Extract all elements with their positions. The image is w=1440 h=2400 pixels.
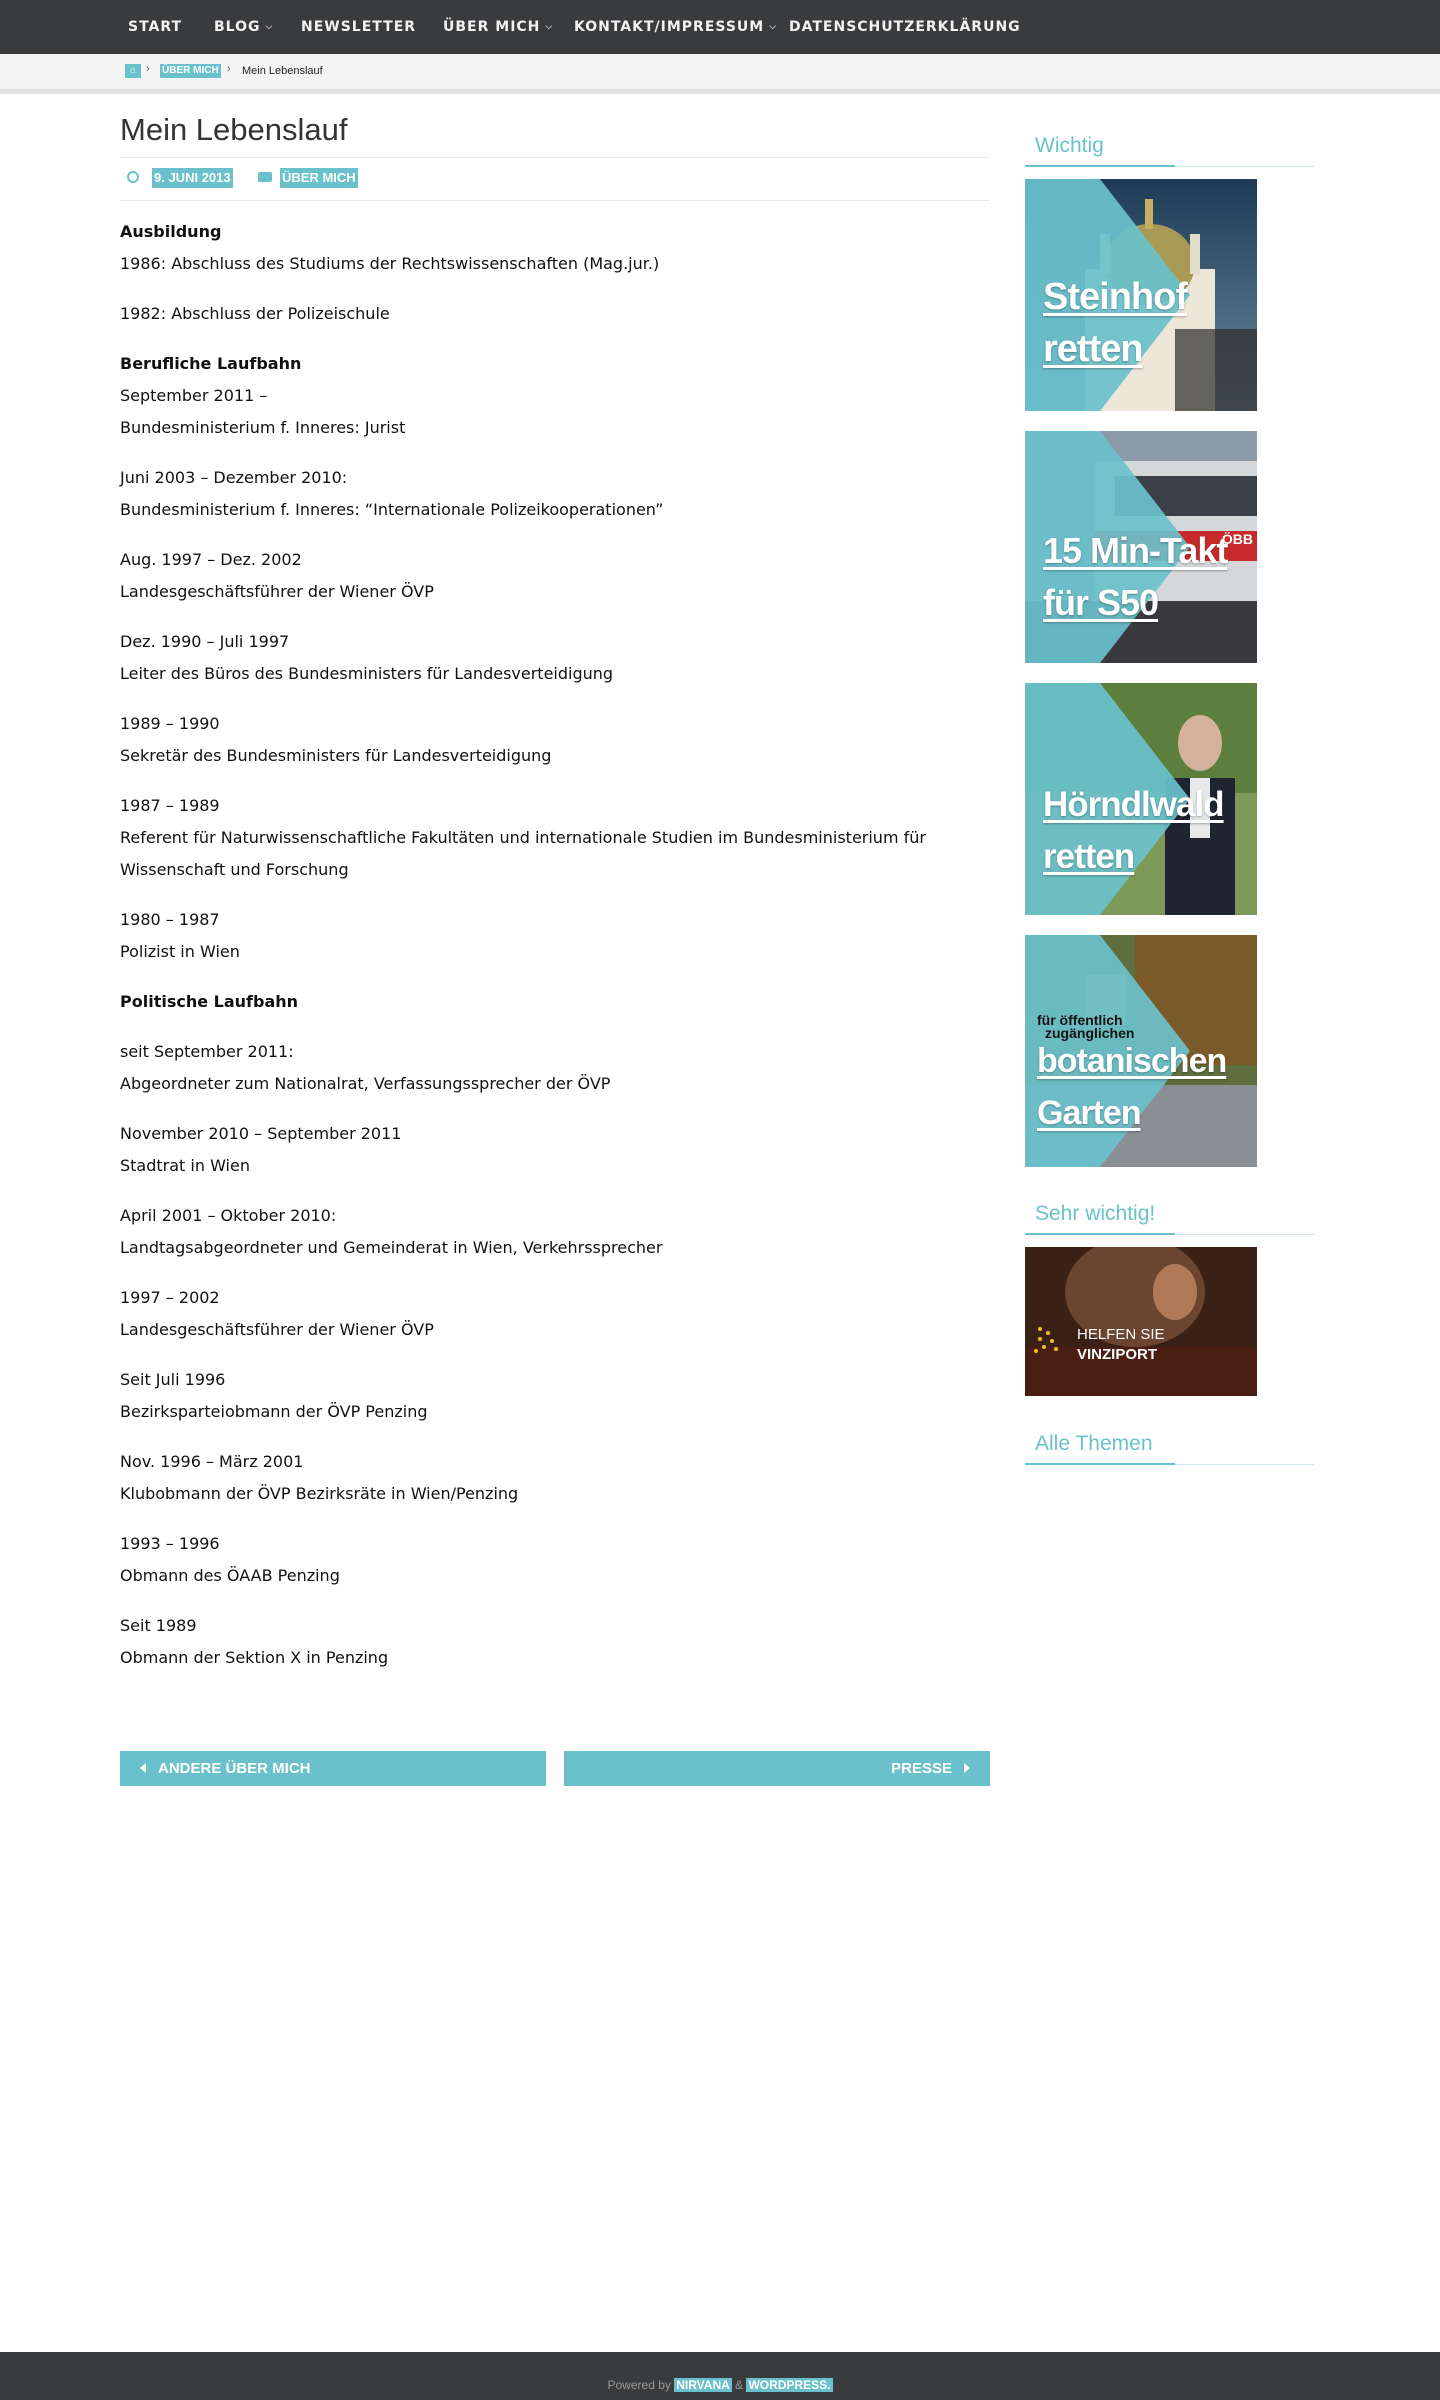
chevron-right-icon: › [146, 63, 150, 75]
next-post-button[interactable] [564, 1751, 990, 1786]
footer-ampersand: & [735, 2378, 744, 2392]
folder-icon [258, 172, 272, 182]
text-line: Obmann der Sektion X in Penzing [120, 1648, 389, 1667]
text-line: Sekretär des Bundesministers für Landesverteidigung [120, 746, 552, 765]
banner-small-text: für öffentlich [1037, 1012, 1123, 1028]
section-heading: Ausbildung [120, 222, 222, 241]
widget-title-text: Sehr wichtig! [1035, 1202, 1156, 1225]
text-line: Landtagsabgeordneter und Gemeinderat in Wien, Verkehrssprecher [120, 1238, 663, 1257]
banner-botanischer-garten[interactable] [1025, 935, 1257, 1167]
banner-small-text: zugänglichen [1045, 1025, 1135, 1041]
nav-label: KONTAKT/IMPRESSUM [574, 19, 765, 35]
nav-item-kontakt[interactable] [574, 0, 777, 54]
next-post-label: PRESSE [891, 1760, 952, 1777]
chevron-right-icon: › [227, 63, 231, 75]
vinzi-text-2: VINZIPORT [1077, 1346, 1158, 1363]
chevron-down-icon: ⌵ [545, 22, 554, 32]
text-line: Bundesministerium f. Inneres: “Internationale Polizeikooperationen” [120, 500, 664, 519]
text-line: Bundesministerium f. Inneres: Jurist [120, 418, 406, 437]
nav-item-datenschutz[interactable] [789, 0, 1021, 54]
banner-text [1037, 1035, 1226, 1087]
banner-text-line: Garten [1037, 1094, 1141, 1132]
text-line: April 2001 – Oktober 2010: [120, 1206, 337, 1225]
text-line: 1982: Abschluss der Polizeischule [120, 304, 390, 323]
footer-powered-text: Powered by [607, 2378, 671, 2392]
breadcrumb [0, 54, 1440, 94]
text-line: 1997 – 2002 [120, 1288, 220, 1307]
page-title: Mein Lebenslauf [120, 112, 348, 147]
nav-label: NEWSLETTER [301, 19, 417, 35]
home-icon[interactable]: ⌂ [125, 64, 141, 78]
text-line: seit September 2011: [120, 1042, 294, 1061]
text-line: 1980 – 1987 [120, 910, 220, 929]
banner-text-line: retten [1043, 328, 1143, 370]
banner-vinziport[interactable] [1025, 1247, 1257, 1396]
widget-title-alle-themen [1025, 1426, 1315, 1465]
text-line: Bezirksparteiobmann der ÖVP Penzing [120, 1402, 428, 1421]
footer-wordpress-link[interactable]: WORDPRESS. [748, 2378, 831, 2392]
section-heading: Berufliche Laufbahn [120, 354, 302, 373]
post-meta [120, 157, 990, 201]
text-line: Referent für Naturwissenschaftliche Fakultäten und internationale Studien im Bundesministerium für Wissenschaft und Forschung [120, 828, 926, 879]
banner-s50[interactable] [1025, 431, 1257, 663]
chevron-down-icon: ⌵ [265, 22, 274, 32]
footer-credits [0, 2378, 1440, 2392]
footer-nirvana-link[interactable]: NIRVANA [676, 2378, 730, 2392]
previous-post-button[interactable] [120, 1751, 546, 1786]
text-line: Dez. 1990 – Juli 1997 [120, 632, 290, 651]
top-navigation [0, 0, 1440, 54]
banner-text-line: botanischen [1037, 1042, 1227, 1080]
text-line: September 2011 – [120, 386, 268, 405]
breadcrumb-link-parent[interactable]: ÜBER MICH [162, 65, 219, 76]
nav-item-blog[interactable] [214, 0, 273, 54]
post-content [120, 216, 990, 1692]
breadcrumb-current: Mein Lebenslauf [242, 65, 323, 77]
widget-title-text: Wichtig [1035, 134, 1104, 157]
nav-item-start[interactable] [128, 0, 182, 54]
previous-post-label: ANDERE ÜBER MICH [158, 1760, 311, 1777]
nav-label: DATENSCHUTZERKLÄRUNG [789, 19, 1021, 35]
banner-hoerndlwald[interactable] [1025, 683, 1257, 915]
post-date-link[interactable]: 9. JUNI 2013 [152, 168, 233, 188]
text-line: Landesgeschäftsführer der Wiener ÖVP [120, 1320, 434, 1339]
widget-title-sehr-wichtig [1025, 1196, 1315, 1235]
text-line: Klubobmann der ÖVP Bezirksräte in Wien/Penzing [120, 1484, 519, 1503]
text-line: Aug. 1997 – Dez. 2002 [120, 550, 302, 569]
banner-text [1043, 779, 1224, 831]
nav-item-ueber-mich[interactable] [443, 0, 553, 54]
chevron-down-icon: ⌵ [769, 22, 778, 32]
text-line: Leiter des Büros des Bundesministers für Landesverteidigung [120, 664, 614, 683]
text-line: 1993 – 1996 [120, 1534, 220, 1553]
text-line: 1989 – 1990 [120, 714, 220, 733]
widget-title-wichtig [1025, 128, 1315, 167]
post-category-link[interactable]: ÜBER MICH [280, 168, 358, 188]
caret-left-icon [140, 1763, 146, 1773]
text-line: Juni 2003 – Dezember 2010: [120, 468, 348, 487]
banner-steinhof[interactable] [1025, 179, 1257, 411]
text-line: Nov. 1996 – März 2001 [120, 1452, 304, 1471]
banner-text [1043, 323, 1143, 375]
banner-text [1043, 525, 1227, 577]
section-heading: Politische Laufbahn [120, 992, 299, 1011]
nav-item-newsletter[interactable] [301, 0, 416, 54]
banner-text-line: Hörndlwald [1043, 785, 1224, 824]
banner-text-line: für S50 [1043, 582, 1159, 623]
text-line: Abgeordneter zum Nationalrat, Verfassungssprecher der ÖVP [120, 1074, 611, 1093]
banner-text [1043, 271, 1187, 323]
text-line: Obmann des ÖAAB Penzing [120, 1566, 340, 1585]
banner-text-line: Steinhof [1043, 276, 1187, 318]
vinzi-text-1: HELFEN SIE [1077, 1326, 1165, 1343]
vinziport-image [1025, 1247, 1257, 1396]
text-line: Seit 1989 [120, 1616, 197, 1635]
nav-label: BLOG [214, 19, 261, 35]
nav-label: ÜBER MICH [443, 19, 541, 35]
banner-text [1037, 1087, 1141, 1139]
caret-right-icon [964, 1763, 970, 1773]
text-line: Stadtrat in Wien [120, 1156, 250, 1175]
text-line: Landesgeschäftsführer der Wiener ÖVP [120, 582, 434, 601]
banner-text-line: 15 Min-Takt [1043, 530, 1228, 571]
text-line: November 2010 – September 2011 [120, 1124, 402, 1143]
banner-text-line: retten [1043, 837, 1135, 876]
widget-title-text: Alle Themen [1035, 1432, 1153, 1455]
text-line: Polizist in Wien [120, 942, 240, 961]
footer [0, 2352, 1440, 2400]
clock-icon [127, 171, 139, 183]
banner-text [1043, 831, 1134, 883]
text-line: 1986: Abschluss des Studiums der Rechtswissenschaften (Mag.jur.) [120, 254, 660, 273]
oebb-logo: ÖBB [1221, 531, 1253, 547]
nav-label: START [128, 19, 183, 35]
banner-text [1043, 577, 1158, 629]
text-line: 1987 – 1989 [120, 796, 220, 815]
text-line: Seit Juli 1996 [120, 1370, 226, 1389]
